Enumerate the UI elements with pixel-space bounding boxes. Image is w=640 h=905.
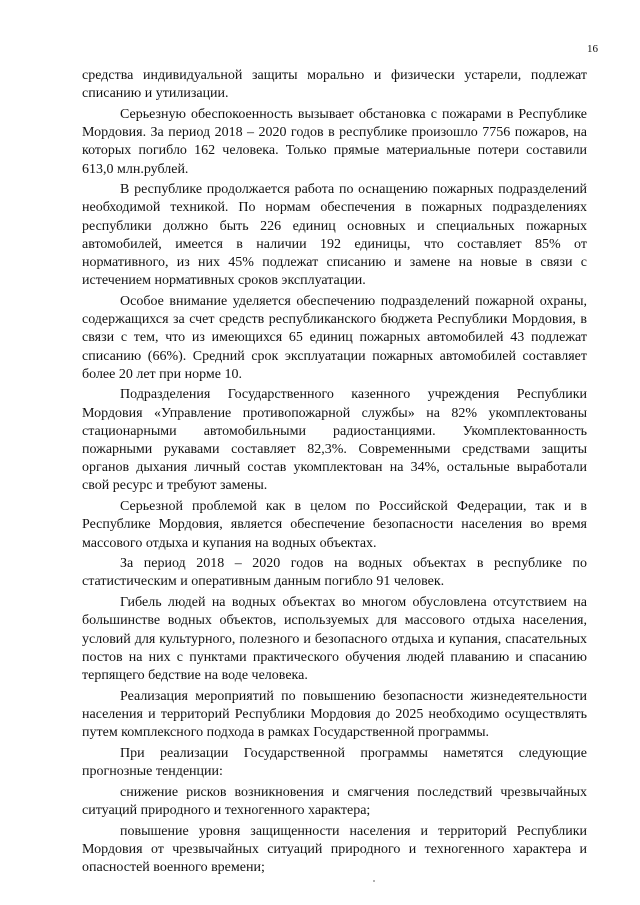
paragraph-8: Гибель людей на водных объектах во многом обусловлена отсутствием на большинстве водных объектов, используемых для массового отдыха населения, условий для культурного, полезного и безопасного отдыха и купания, спасательных постов на них с пунктами практического обучения людей плаванию и спасанию терпящего бедствие на воде человека. [82, 595, 587, 683]
page-number: 16 [587, 43, 598, 55]
paragraph-11: снижение рисков возникновения и смягчения последствий чрезвычайных ситуаций природного и техногенного характера; [82, 784, 587, 818]
document-body [82, 67, 587, 880]
paragraph-4: Особое внимание уделяется обеспечению подразделений пожарной охраны, содержащихся за счет средств республиканского бюджета Республики Мордовия, в связи с тем, что из имеющихся 65 единиц пожарных автомобилей 43 подлежат списанию (66%). Средний срок эксплуатации пожарных автомобилей составляет более 20 лет при норме 10. [82, 293, 587, 382]
paragraph-3: В республике продолжается работа по оснащению пожарных подразделений необходимой техникой. По нормам обеспечения в пожарных подразделениях республики должно быть 226 единиц основных и специальных пожарных автомобилей, имеется в наличии 192 единицы, что составляет 85% от нормативного, из них 45% подлежат списанию и замене на новые в связи с истечением нормативных сроков эксплуатации. [82, 182, 587, 289]
paragraph-7: За период 2018 – 2020 годов на водных объектах в республике по статистическим и оперативным данным погибло 91 человек. [82, 556, 587, 590]
paragraph-1: средства индивидуальной защиты морально и физически устарели, подлежат списанию и утилизации. [82, 68, 587, 102]
paragraph-2: Серьезную обеспокоенность вызывает обстановка с пожарами в Республике Мордовия. За период 2018 – 2020 годов в республике произошло 7756 пожаров, на которых погибло 162 человека. Только прямые материальные потери составили 613,0 млн.рублей. [82, 106, 587, 177]
paragraph-9: Реализация мероприятий по повышению безопасности жизнедеятельности населения и территорий Республики Мордовия до 2025 необходимо осуществлять путем комплексного подхода в рамках Государственной программы. [82, 688, 587, 741]
paragraph-5: Подразделения Государственного казенного учреждения Республики Мордовия «Управление противопожарной службы» на 82% укомплектованы стационарными автомобильными радиостанциями. Укомплектованность пожарными рукавами составляет 82,3%. Современными средствами защиты органов дыхания личный состав укомплектован на 34%, остальные выработали свой ресурс и требуют замены. [82, 387, 587, 494]
paragraph-10: При реализации Государственной программы наметятся следующие прогнозные тенденции: [82, 745, 587, 780]
paragraph-12: повышение уровня защищенности населения и территорий Республики Мордовия от чрезвычайных ситуаций природного и техногенного характера и опасностей военного времени; [82, 823, 587, 876]
paragraph-6: Серьезной проблемой как в целом по Российской Федерации, так и в Республике Мордовия, является обеспечение безопасности населения во время массового отдыха и купания на водных объектах. [82, 499, 587, 551]
scan-speck [373, 880, 375, 882]
